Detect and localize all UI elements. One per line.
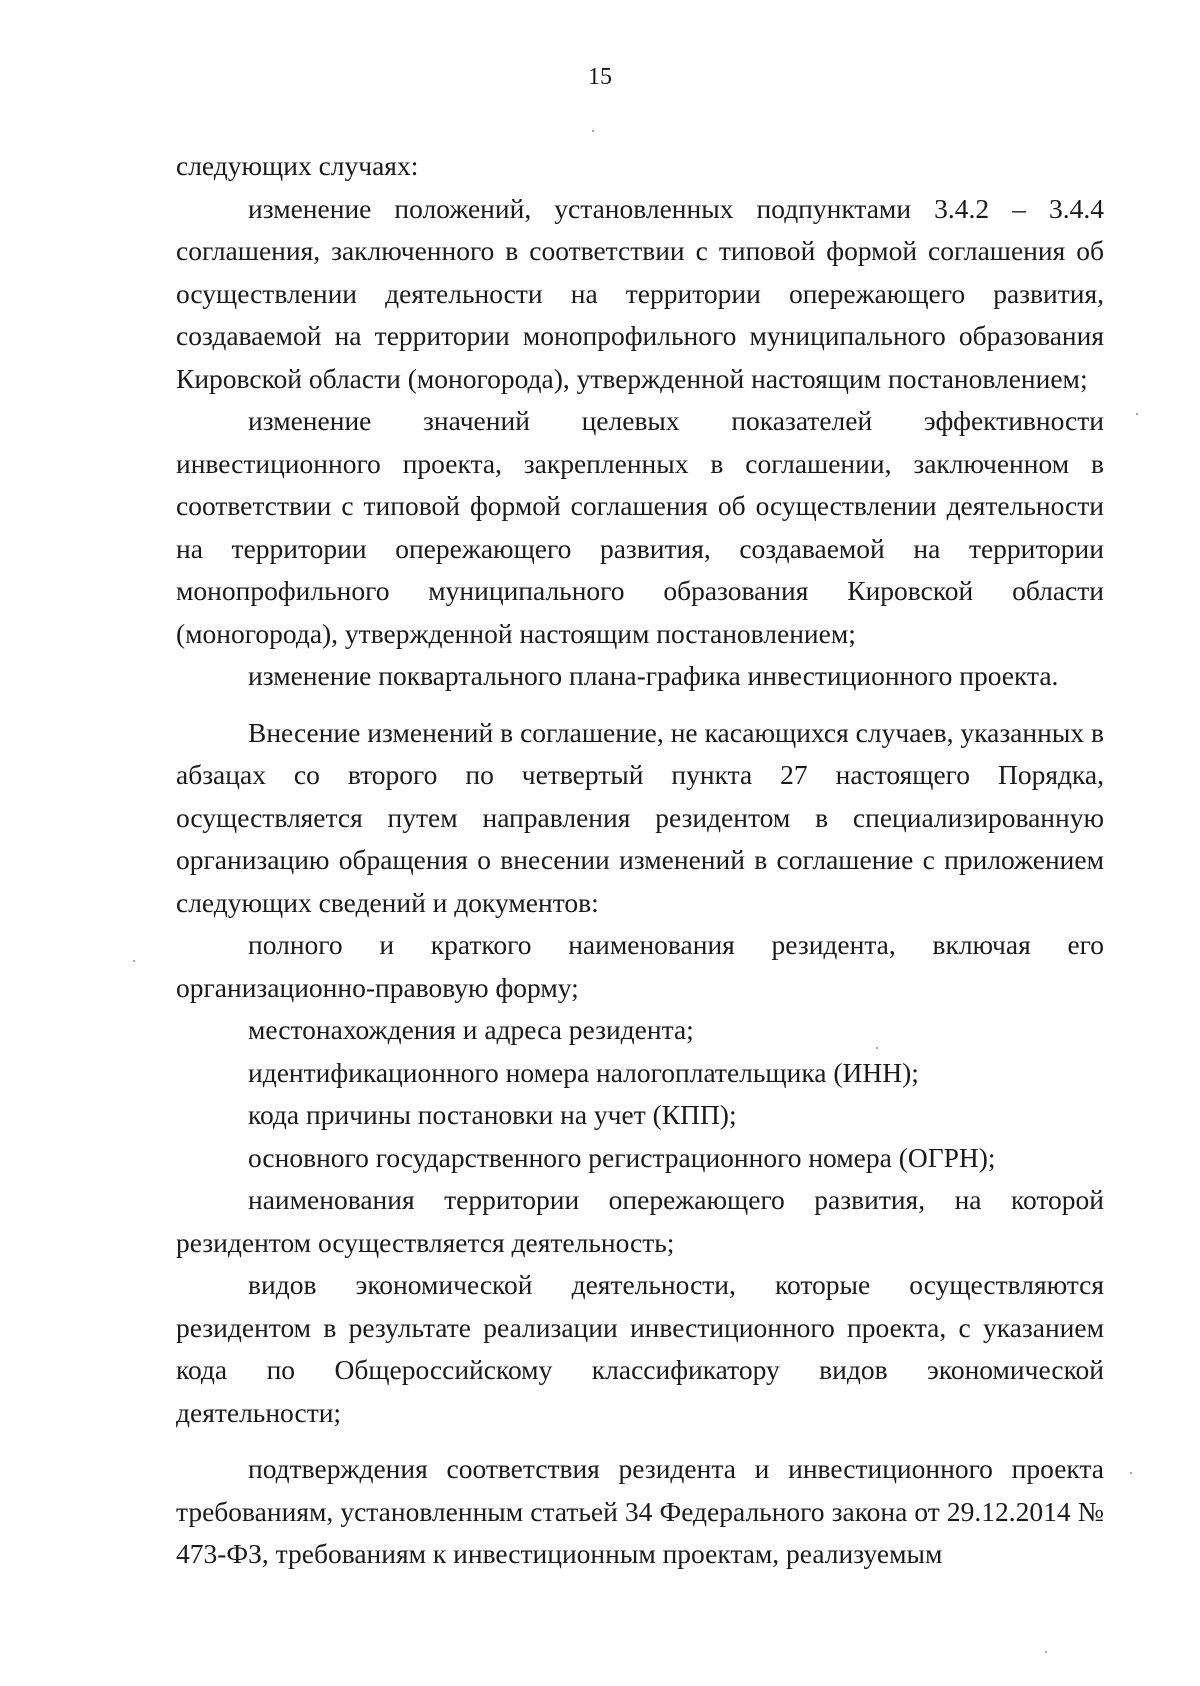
scan-speck xyxy=(1136,413,1138,415)
list-item-kpp: кода причины постановки на учет (КПП); xyxy=(248,1099,737,1130)
paragraph-continuation: следующих случаях: xyxy=(176,150,419,181)
paragraph-change-schedule: изменение поквартального плана-графика инвестиционного проекта. xyxy=(248,660,1059,691)
paragraph-change-targets: изменение значений целевых показателей эффективности инвестиционного проекта, закрепленных в соглашении, заключенном в соответствии с типовой формой соглашения об осуществлении деятельности на территории опережающего развития, создаваемой на территории монопрофильного муниципального образования Кировской области (моногорода), утвержденной настоящим постановлением; xyxy=(176,405,1104,649)
paragraph-gap xyxy=(176,698,1104,712)
paragraph-gap xyxy=(176,1434,1104,1448)
scan-speck xyxy=(592,130,594,132)
list-item-ogrn: основного государственного регистрационного номера (ОГРН); xyxy=(248,1141,996,1173)
list-item-inn: идентификационного номера налогоплательщика (ИНН); xyxy=(248,1056,919,1088)
paragraph-change-provisions: изменение положений, установленных подпунктами 3.4.2 – 3.4.4 соглашения, заключенного в соответствии с типовой формой соглашения об осуществлении деятельности на территории опережающего развития, создаваемой на территории монопрофильного муниципального образования Кировской области (моногорода), утвержденной настоящим постановлением; xyxy=(176,192,1104,394)
list-item-resident-address: местонахождения и адреса резидента; xyxy=(248,1014,694,1045)
scan-speck xyxy=(1045,1651,1047,1653)
scan-speck xyxy=(133,960,135,962)
body-text xyxy=(176,145,1104,1576)
list-item-economic-activity: видов экономической деятельности, которые осуществляются резидентом в результате реализации инвестиционного проекта, с указанием кода по Общероссийскому классификатору видов экономической деятельности; xyxy=(176,1269,1104,1428)
list-item-compliance-confirmation: подтверждения соответствия резидента и инвестиционного проекта требованиям, установленным статьей 34 Федерального закона от 29.12.2014 № 473-ФЗ, требованиям к инвестиционным проектам, реализуемым xyxy=(176,1453,1104,1569)
list-item-resident-name: полного и краткого наименования резидента, включая его организационно-правовую форму; xyxy=(176,929,1104,1003)
list-item-territory-name: наименования территории опережающего развития, на которой резидентом осуществляется деятельность; xyxy=(176,1184,1104,1258)
scan-speck xyxy=(1130,1472,1132,1474)
paragraph-amendments-procedure: Внесение изменений в соглашение, не касающихся случаев, указанных в абзацах со второго по четвертый пункта 27 настоящего Порядка, осуществляется путем направления резидентом в специализированную организацию обращения о внесении изменений в соглашение с приложением следующих сведений и документов: xyxy=(176,716,1104,918)
page-number: 15 xyxy=(588,64,612,90)
scan-speck xyxy=(876,1047,878,1049)
